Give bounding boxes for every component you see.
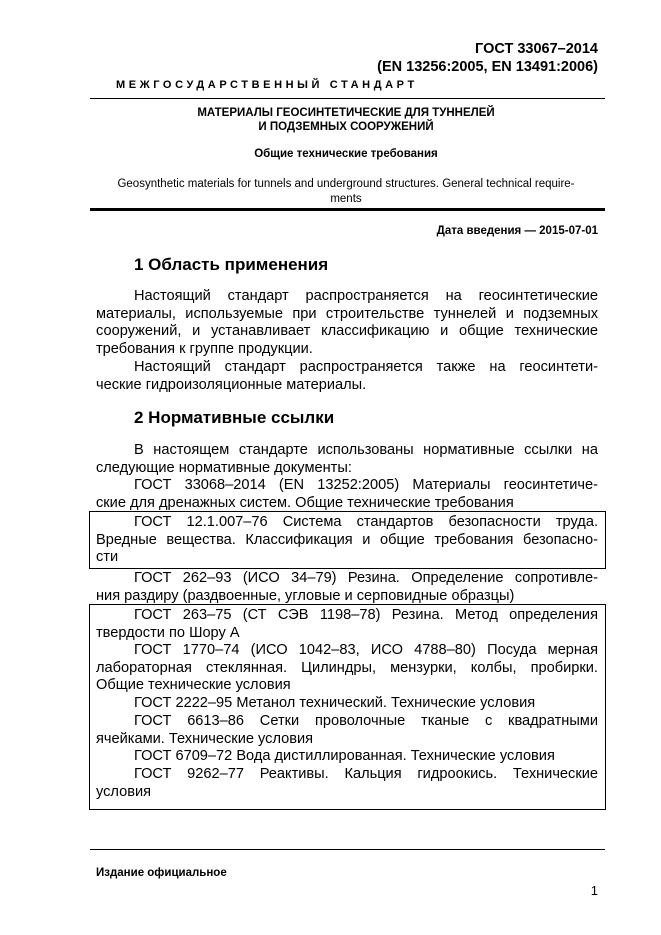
section-1-paragraph-2 (96, 359, 598, 394)
text-line: ния раздиру (раздвоенные, угловые и серповидные образцы) (96, 587, 515, 604)
text-line: ГОСТ 1770–74 (ИСО 1042–83, ИСО 4788–80) Посуда мерная (134, 642, 598, 658)
document-title (90, 106, 602, 134)
effective-date: Дата введения — 2015-07-01 (436, 225, 598, 237)
page-number: 1 (590, 883, 598, 898)
text-line: ГОСТ 6613–86 Сетки проволочные тканые с квадратными (134, 713, 598, 729)
text-line: ские для дренажных систем. Общие технические требования (96, 494, 514, 511)
english-title (90, 177, 602, 207)
text-line: ГОСТ 2222–95 Метанол технический. Технические условия (134, 695, 536, 711)
text-line: материалы, используемые при строительстве туннелей и подземных (96, 305, 598, 322)
title-line-2: И ПОДЗЕМНЫХ СООРУЖЕНИЙ (258, 121, 434, 133)
title-rule (90, 208, 605, 211)
text-line: Вредные вещества. Классификация и общие требования безопасно- (96, 531, 598, 548)
reference-gost-12-1-007 (96, 514, 598, 567)
text-line: следующие нормативные документы: (96, 459, 352, 476)
text-line: лабораторная стеклянная. Цилиндры, мензурки, колбы, пробирки. (96, 659, 598, 676)
text-line: ческие гидроизоляционные материалы. (96, 376, 367, 393)
text-line: Настоящий стандарт распространяется на геосинтетические (134, 288, 598, 304)
official-edition-label: Издание официальное (96, 867, 227, 879)
text-line: Настоящий стандарт распространяется также на геосинтети- (134, 359, 598, 375)
text-line: требования к группе продукции. (96, 340, 313, 357)
reference-gost-9262 (96, 766, 598, 801)
section-2-heading: 2 Нормативные ссылки (134, 408, 335, 427)
text-line: сооружений, и устанавливает классификацию и общие технические (96, 323, 598, 340)
document-subtitle: Общие технические требования (254, 148, 438, 160)
interstate-standard-label: МЕЖГОСУДАРСТВЕННЫЙ СТАНДАРТ (116, 79, 418, 91)
reference-gost-1770 (96, 642, 598, 695)
text-line: Общие технические условия (96, 677, 291, 694)
reference-gost-33068 (96, 477, 598, 512)
reference-gost-2222 (96, 695, 598, 713)
english-title-line-2: ments (330, 193, 362, 205)
text-line: твердости по Шору А (96, 624, 240, 641)
header-rule (90, 98, 605, 99)
text-line: ГОСТ 9262–77 Реактивы. Кальция гидроокись. Технические (134, 766, 598, 782)
english-title-line-1: Geosynthetic materials for tunnels and underground structures. General technical require- (117, 178, 575, 190)
text-line: ГОСТ 33068–2014 (EN 13252:2005) Материалы геосинтетиче- (134, 477, 598, 493)
text-line: условия (96, 783, 152, 800)
standard-number: ГОСТ 33067–2014 (475, 41, 598, 57)
reference-gost-6613 (96, 713, 598, 748)
footer-rule (90, 849, 605, 850)
standard-equivalents: (EN 13256:2005, EN 13491:2006) (377, 59, 598, 75)
text-line: сти (96, 549, 119, 566)
text-line: ГОСТ 262–93 (ИСО 34–79) Резина. Определение сопротивле- (134, 570, 598, 586)
section-1-heading: 1 Область применения (134, 255, 329, 274)
section-2-intro (96, 442, 598, 477)
text-line: В настоящем стандарте использованы нормативные ссылки на (134, 442, 598, 458)
text-line: ячейками. Технические условия (96, 730, 314, 747)
reference-gost-262 (96, 570, 598, 605)
reference-gost-6709 (96, 748, 598, 766)
title-line-1: МАТЕРИАЛЫ ГЕОСИНТЕТИЧЕСКИЕ ДЛЯ ТУННЕЛЕЙ (197, 107, 495, 119)
text-line: ГОСТ 6709–72 Вода дистиллированная. Технические условия (134, 748, 555, 764)
section-1-paragraph-1 (96, 288, 598, 358)
reference-gost-263 (96, 607, 598, 642)
text-line: ГОСТ 263–75 (СТ СЭВ 1198–78) Резина. Метод определения (134, 607, 598, 623)
text-line: ГОСТ 12.1.007–76 Система стандартов безопасности труда. (134, 514, 598, 530)
